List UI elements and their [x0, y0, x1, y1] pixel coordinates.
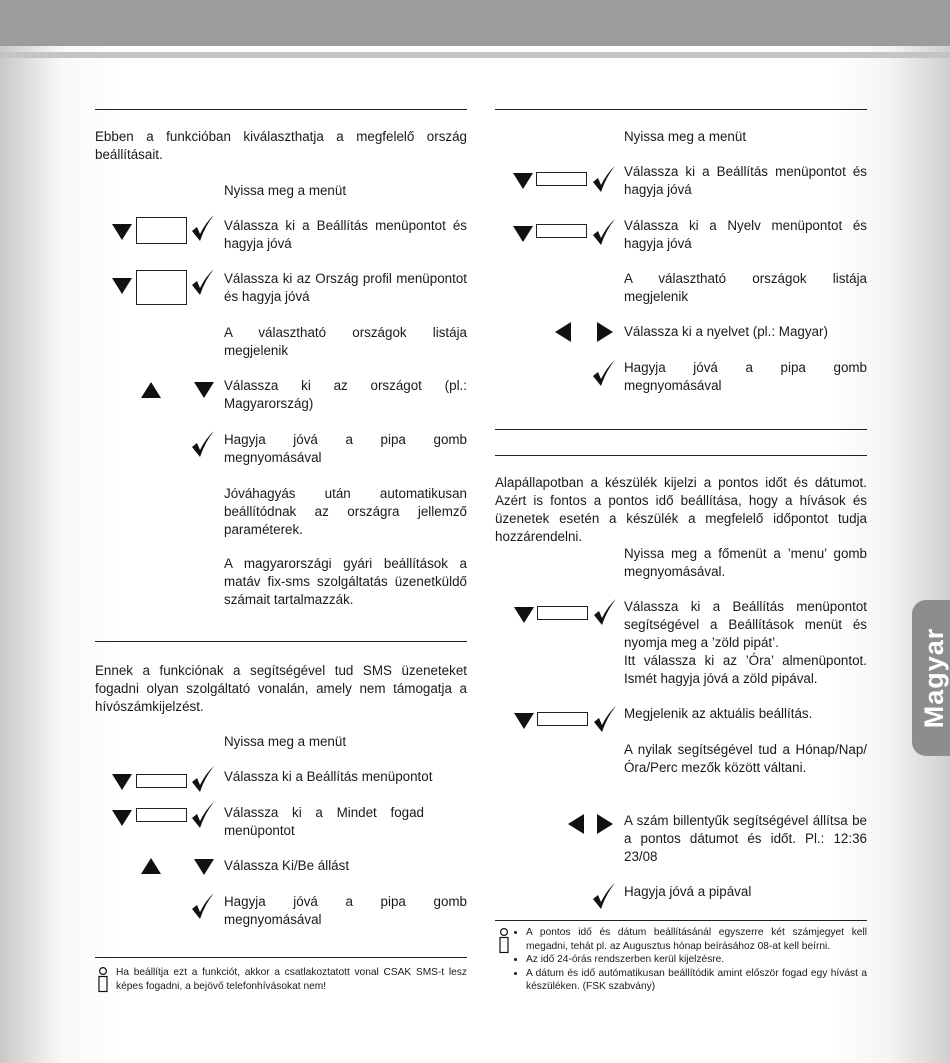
menu-key-icon [537, 606, 588, 620]
checkmark-key-icon [190, 268, 216, 296]
checkmark-key-icon [190, 801, 216, 829]
clock-intro: Alapállapotban a készülék kijelzi a pontos időt és dátumot. Azért is fontos a pontos idő beállítása, hogy a hívások és üzenetek esetén a készülék a megfelelő időpontot tudja hozzárendelni. [495, 475, 867, 544]
section-rule [495, 455, 867, 456]
menu-key-icon [136, 774, 187, 788]
language-step-confirm: Hagyja jóvá a pipa gomb megnyomásával [624, 360, 867, 393]
left-arrow-key-icon [555, 322, 571, 342]
menu-key-icon [136, 217, 187, 244]
language-step-open-menu: Nyissa meg a menüt [624, 129, 747, 144]
down-arrow-key-icon [112, 774, 132, 790]
clock-note-item: • Az idő 24-órás rendszerben kerül kijelzésre. [526, 953, 867, 967]
language-step-choose-language: Válassza ki a nyelvet (pl.: Magyar) [624, 324, 828, 339]
country-step-choose-country: Válassza ki az országot (pl.: Magyarország) [224, 378, 467, 411]
receive-all-intro: Ennek a funkciónak a segítségével tud SMS üzeneteket fogadni olyan szolgáltató vonalán, amely nem támogatja a hívószámkijelzést. [95, 663, 467, 714]
checkmark-key-icon [591, 218, 617, 246]
clock-note-item: • A dátum és idő autómatikusan beállítódik amint először fogad egy hívást a készüléken. (FSK szabvány) [526, 967, 867, 994]
country-intro: Ebben a funkcióban kiválaszthatja a megfelelő ország beállításait. [95, 129, 467, 162]
menu-key-icon [537, 712, 588, 726]
down-arrow-key-icon [112, 224, 132, 240]
header-underline [0, 52, 950, 58]
language-side-tab-label: Magyar [919, 627, 949, 729]
clock-step-current-setting: Megjelenik az aktuális beállítás. [624, 706, 813, 721]
note-rule [495, 920, 867, 921]
country-step-factory-defaults: A magyarországi gyári beállítások a matáv fix-sms szolgáltatás üzenetküldő számait tartalmazzák. [224, 556, 467, 607]
language-step-select-language: Válassza ki a Nyelv menüpontot és hagyja jóvá [624, 218, 867, 251]
down-arrow-key-icon [513, 173, 533, 189]
clock-step-confirm: Hagyja jóvá a pipával [624, 884, 752, 899]
left-arrow-key-icon [568, 814, 584, 834]
note-rule [95, 957, 467, 958]
clock-step-select-clock: Itt válassza ki az ’Óra’ almenüpontot. Ismét hagyja jóvá a zöld pipával. [624, 653, 867, 686]
receive-step-toggle: Válassza Ki/Be állást [224, 858, 350, 873]
country-step-select-settings: Válassza ki a Beállítás menüpontot és hagyja jóvá [224, 218, 467, 251]
checkmark-key-icon [190, 430, 216, 458]
country-step-select-profile: Válassza ki az Ország profil menüpontot és hagyja jóvá [224, 271, 467, 304]
clock-note-item: • A pontos idő és dátum beállításánál egyszerre két számjegyet kell megadni, tehát pl. az Augusztus hónap beírásához 08-at kell beírni. [526, 926, 867, 953]
right-arrow-key-icon [597, 322, 613, 342]
checkmark-key-icon [591, 882, 617, 910]
checkmark-key-icon [592, 705, 618, 733]
header-bar [0, 0, 950, 46]
clock-step-arrows: A nyilak segítségével tud a Hónap/Nap/Óra/Perc mezők között váltani. [624, 742, 867, 775]
language-step-list-appears: A választható országok listája megjelenik [624, 271, 867, 304]
up-arrow-key-icon [141, 858, 161, 874]
checkmark-key-icon [591, 359, 617, 387]
clock-notes [512, 926, 867, 994]
right-arrow-key-icon [597, 814, 613, 834]
info-icon [97, 967, 109, 993]
country-step-confirm: Hagyja jóvá a pipa gomb megnyomásával [224, 432, 467, 465]
section-rule [95, 109, 467, 110]
checkmark-key-icon [190, 892, 216, 920]
country-step-list-appears: A választható országok listája megjelenik [224, 325, 467, 358]
country-step-open-menu: Nyissa meg a menüt [224, 183, 347, 198]
clock-step-select-settings: Válassza ki a Beállítás menüpontot segítségével a Beállítások menüt és nyomja meg a ’zöld pipát’. [624, 599, 867, 650]
section-rule [95, 641, 467, 642]
checkmark-key-icon [592, 598, 618, 626]
section-rule [495, 109, 867, 110]
menu-key-icon [536, 172, 587, 186]
section-rule [495, 429, 867, 430]
up-arrow-key-icon [141, 382, 161, 398]
receive-step-confirm: Hagyja jóvá a pipa gomb megnyomásával [224, 894, 467, 927]
menu-key-icon [136, 270, 187, 305]
down-arrow-key-icon [194, 382, 214, 398]
down-arrow-key-icon [514, 607, 534, 623]
clock-step-number-keys: A szám billentyűk segítségével állítsa be a pontos dátumot és időt. Pl.: 12:36 23/08 [624, 813, 867, 864]
down-arrow-key-icon [513, 226, 533, 242]
down-arrow-key-icon [194, 859, 214, 875]
checkmark-key-icon [190, 214, 216, 242]
menu-key-icon [536, 224, 587, 238]
receive-step-select-settings: Válassza ki a Beállítás menüpontot [224, 769, 433, 784]
receive-step-open-menu: Nyissa meg a menüt [224, 734, 347, 749]
info-icon [498, 928, 510, 954]
down-arrow-key-icon [514, 713, 534, 729]
clock-step-open-main-menu: Nyissa meg a főmenüt a ’menu’ gomb megnyomásával. [624, 546, 867, 579]
down-arrow-key-icon [112, 278, 132, 294]
checkmark-key-icon [190, 765, 216, 793]
down-arrow-key-icon [112, 810, 132, 826]
receive-all-note: Ha beállítja ezt a funkciót, akkor a csatlakoztatott vonal CSAK SMS-t lesz képes fogadni, a bejövő telefonhívásokat nem! [116, 967, 467, 992]
checkmark-key-icon [591, 165, 617, 193]
country-step-auto-set: Jóváhagyás után automatikusan beállítódnak az országra jellemző paraméterek. [224, 486, 467, 537]
menu-key-icon [136, 808, 187, 822]
receive-step-select-all: Válassza ki a Mindet fogad menüpontot [224, 805, 424, 838]
language-step-select-settings: Válassza ki a Beállítás menüpontot és hagyja jóvá [624, 164, 867, 197]
